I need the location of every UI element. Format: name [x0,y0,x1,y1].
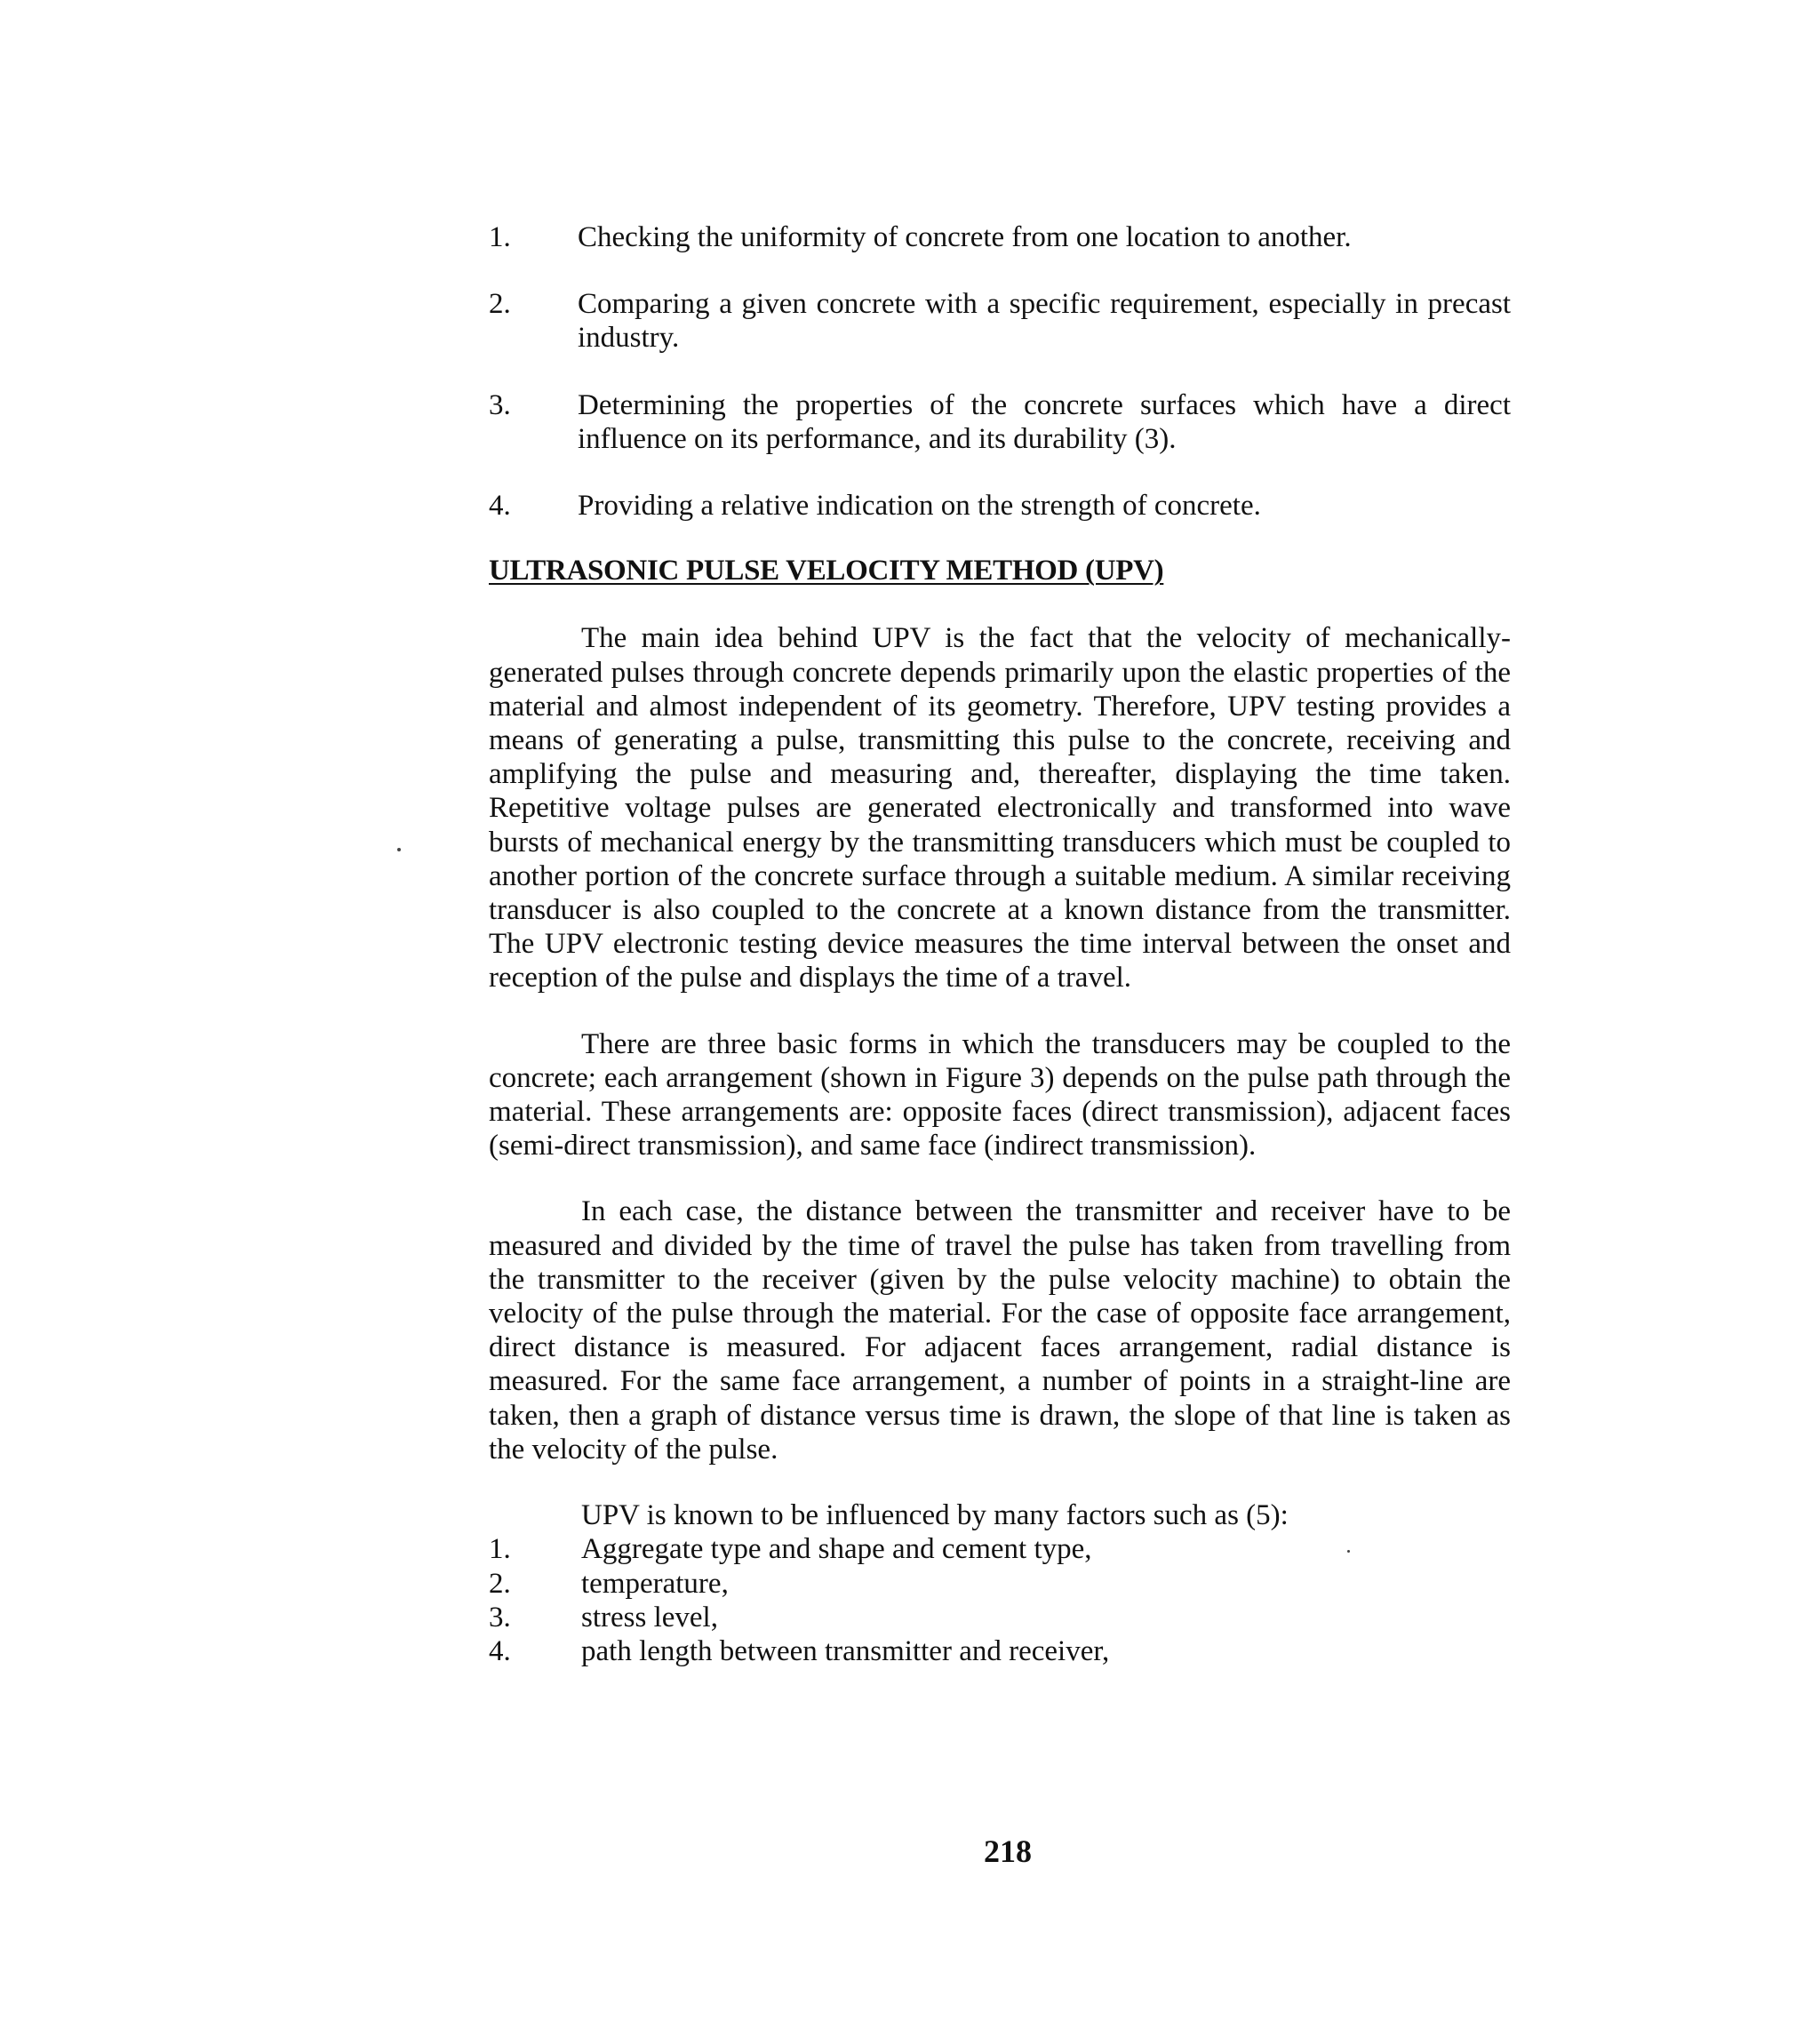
factors-intro: UPV is known to be influenced by many factors such as (5): [581,1499,1289,1532]
list-item-text: Comparing a given concrete with a specific requirement, especially in precast industry. [578,288,1511,355]
section-heading: ULTRASONIC PULSE VELOCITY METHOD (UPV) [489,555,1164,587]
body-paragraph: The main idea behind UPV is the fact that the velocity of mechanically-generated pulses through concrete depends primarily upon the elastic properties of the material and almost independent of its geometry. Therefore, UPV testing provides a means of generating a pulse, transmitting this pulse to the concrete, receiving and amplifying the pulse and measuring and, thereafter, displaying the time taken. Repetitive voltage pulses are generated electronically and transformed into wave bursts of mechanical energy by the transmitting transducers which must be coupled to another portion of the concrete surface through a suitable medium. A similar receiving transducer is also coupled to the concrete at a known distance from the transmitter. The UPV electronic testing device measures the time interval between the onset and reception of the pulse and displays the time of a travel. [489,622,1511,995]
list-item-number: 4. [489,1634,511,1667]
body-paragraph: In each case, the distance between the transmitter and receiver have to be measured and divided by the time of travel the pulse has taken from travelling from the transmitter to the receiver (given by the pulse velocity machine) to obtain the velocity of the pulse through the material. For the case of opposite face arrangement, direct distance is measured. For adjacent faces arrangement, radial distance is measured. For the same face arrangement, a number of points in a straight-line are taken, then a graph of distance versus time is drawn, the slope of that line is taken as the velocity of the pulse. [489,1195,1511,1466]
list-item-number: 2. [489,288,511,321]
list-item-number: 1. [489,221,511,253]
body-paragraph: There are three basic forms in which the transducers may be coupled to the concrete; each arrangement (shown in Figure 3) depends on the pulse path through the material. These arrangements are: opposite faces (direct transmission), adjacent faces (semi-direct transmission), and same face (indirect transmission). [489,1027,1511,1162]
list-item-text: Checking the uniformity of concrete from one location to another. [578,221,1352,253]
list-item-number: 3. [489,388,511,421]
list-item-number: 1. [489,1533,511,1566]
list-item-text: Aggregate type and shape and cement type, [581,1533,1092,1566]
list-item-text: Providing a relative indication on the strength of concrete. [578,490,1261,523]
list-item-text: Determining the properties of the concrete surfaces which have a direct influence on its performance, and its durability (3). [578,388,1511,455]
list-item-number: 2. [489,1567,511,1600]
list-item-text: stress level, [581,1601,718,1634]
list-item-text: path length between transmitter and receiver, [581,1634,1110,1667]
page-number: 218 [984,1833,1032,1869]
list-item-number: 4. [489,490,511,523]
list-item-text: temperature, [581,1567,729,1600]
list-item-number: 3. [489,1601,511,1634]
